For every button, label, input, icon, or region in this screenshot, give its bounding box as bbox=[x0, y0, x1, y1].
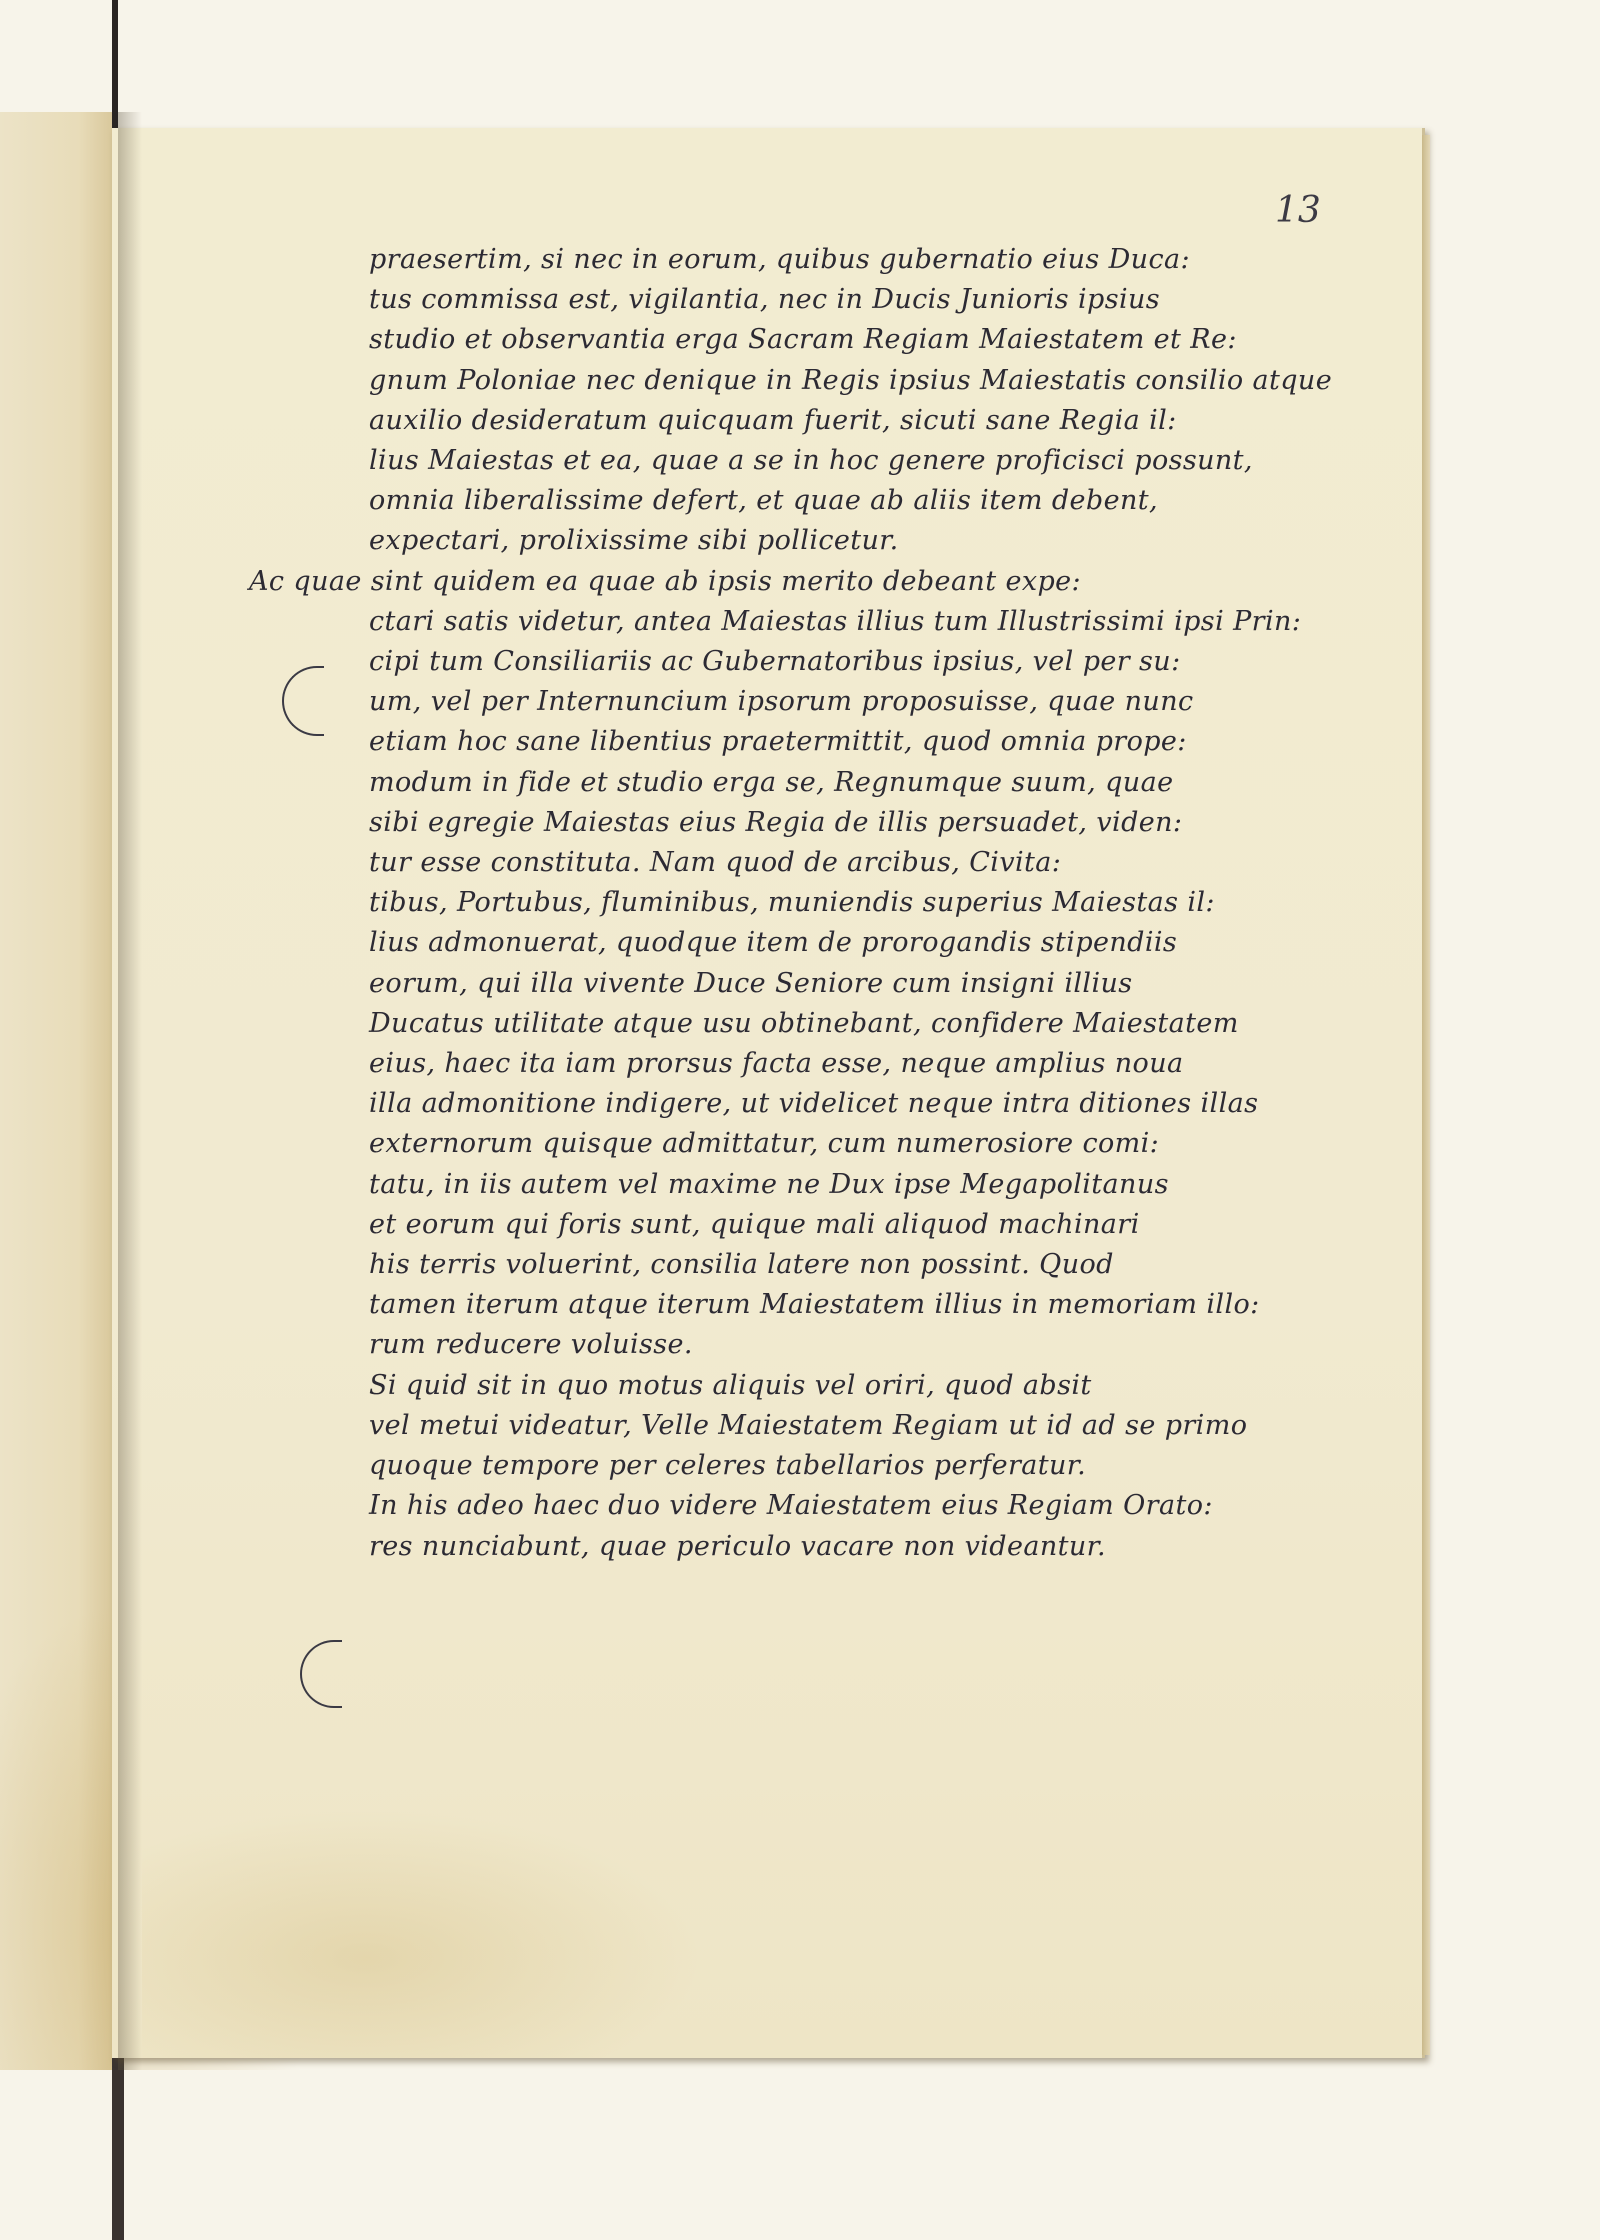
text-line: um, vel per Internuncium ipsorum proposuisse, quae nunc bbox=[369, 686, 1194, 718]
text-line: rum reducere voluisse. bbox=[369, 1329, 693, 1361]
text-line: gnum Poloniae nec denique in Regis ipsius Maiestatis consilio atque bbox=[369, 364, 1333, 396]
text-line: his terris voluerint, consilia latere non possint. Quod bbox=[369, 1249, 1114, 1281]
text-line: Ducatus utilitate atque usu obtinebant, confidere Maiestatem bbox=[369, 1007, 1239, 1039]
text-line: tibus, Portubus, fluminibus, muniendis superius Maiestas il: bbox=[369, 887, 1215, 919]
text-line: auxilio desideratum quicquam fuerit, sicuti sane Regia il: bbox=[369, 404, 1177, 436]
text-line: et eorum qui foris sunt, quique mali aliquod machinari bbox=[369, 1208, 1140, 1240]
text-line: externorum quisque admittatur, cum numerosiore comi: bbox=[369, 1128, 1160, 1160]
text-line: etiam hoc sane libentius praetermittit, quod omnia prope: bbox=[369, 726, 1187, 758]
text-line: tatu, in iis autem vel maxime ne Dux ipse Megapolitanus bbox=[369, 1168, 1169, 1200]
text-line: cipi tum Consiliariis ac Gubernatoribus ipsius, vel per su: bbox=[369, 646, 1181, 678]
text-line: sibi egregie Maiestas eius Regia de illis persuadet, viden: bbox=[369, 806, 1183, 838]
text-line: vel metui videatur, Velle Maiestatem Regiam ut id ad se primo bbox=[369, 1409, 1248, 1441]
text-line: res nunciabunt, quae periculo vacare non videantur. bbox=[369, 1530, 1106, 1562]
text-line: lius admonuerat, quodque item de prorogandis stipendiis bbox=[369, 927, 1178, 959]
manuscript-text bbox=[249, 240, 1333, 1567]
text-line: eius, haec ita iam prorsus facta esse, neque amplius noua bbox=[369, 1048, 1184, 1080]
gutter-shadow bbox=[118, 112, 142, 2070]
text-line: illa admonitione indigere, ut videlicet neque intra ditiones illas bbox=[369, 1088, 1259, 1120]
text-line: quoque tempore per celeres tabellarios perferatur. bbox=[369, 1450, 1087, 1482]
text-line: praesertim, si nec in eorum, quibus gubernatio eius Duca: bbox=[369, 244, 1190, 275]
text-line: studio et observantia erga Sacram Regiam Maiestatem et Re: bbox=[369, 324, 1237, 356]
text-line: tus commissa est, vigilantia, nec in Ducis Junioris ipsius bbox=[369, 284, 1161, 316]
text-line: ctari satis videtur, antea Maiestas illius tum Illustrissimi ipsi Prin: bbox=[369, 605, 1302, 637]
text-line: Si quid sit in quo motus aliquis vel oriri, quod absit bbox=[369, 1369, 1092, 1401]
text-line: tur esse constituta. Nam quod de arcibus, Civita: bbox=[369, 847, 1062, 879]
folio-number: 13 bbox=[1275, 190, 1321, 231]
text-line: modum in fide et studio erga se, Regnumque suum, quae bbox=[369, 766, 1174, 798]
page-fore-edge bbox=[1422, 135, 1430, 2055]
text-line: expectari, prolixissime sibi pollicetur. bbox=[369, 525, 899, 557]
text-line: tamen iterum atque iterum Maiestatem illius in memoriam illo: bbox=[369, 1289, 1260, 1321]
text-line: eorum, qui illa vivente Duce Seniore cum insigni illius bbox=[369, 967, 1133, 999]
text-line: lius Maiestas et ea, quae a se in hoc genere proficisci possunt, bbox=[369, 445, 1253, 477]
text-line: omnia liberalissime defert, et quae ab aliis item debent, bbox=[369, 485, 1158, 517]
water-stain-page bbox=[142, 1808, 702, 2058]
text-line: Ac quae sint quidem ea quae ab ipsis merito debeant expe: bbox=[249, 565, 1082, 597]
text-line: In his adeo haec duo videre Maiestatem eius Regiam Orato: bbox=[369, 1490, 1213, 1522]
